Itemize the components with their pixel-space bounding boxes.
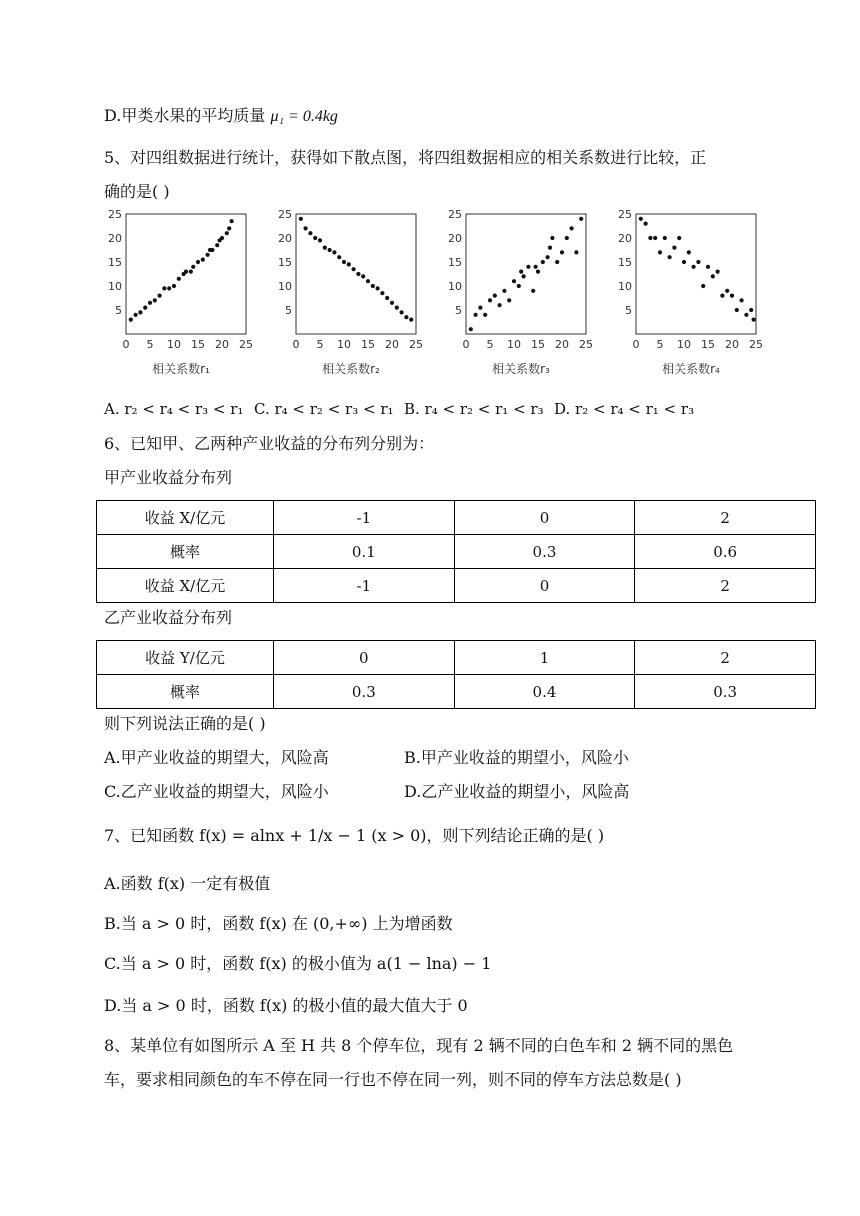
scatter-point [376, 286, 380, 290]
scatter-caption-4: 相关系数r₄ [662, 362, 720, 376]
table-cell: 2 [635, 641, 816, 675]
scatter-point [682, 260, 686, 264]
q7-stem: 7、已知函数 f(x) = alnx + 1/x − 1 (x > 0)，则下列结论正确的是( ) [104, 826, 605, 845]
scatter-point [668, 255, 672, 259]
scatter-point [740, 298, 744, 302]
scatter-point [546, 255, 550, 259]
scatter-svg-4 [614, 208, 768, 358]
scatter-point [720, 294, 724, 298]
y-tick-label: 25 [108, 208, 122, 221]
scatter-point [534, 265, 538, 269]
scatter-point [522, 274, 526, 278]
table-cell: 2 [635, 569, 816, 603]
scatter-point [507, 298, 511, 302]
scatter-point [210, 248, 214, 252]
scatter-point [526, 265, 530, 269]
scatter-caption-2: 相关系数r₂ [322, 362, 380, 376]
scatter-point [129, 318, 133, 322]
scatter-point [474, 313, 478, 317]
table-row [97, 501, 816, 535]
scatter-point [744, 313, 748, 317]
scatter-point [648, 236, 652, 240]
q5-option-b: B. r₄ < r₂ < r₁ < r₃ [404, 400, 544, 418]
scatter-point [749, 308, 753, 312]
y-tick-label: 10 [618, 280, 632, 293]
q5-stem-line2: 确的是( ) [104, 182, 170, 201]
scatter-svg-2 [274, 208, 428, 358]
x-tick-label: 5 [146, 338, 154, 351]
q6-stem: 6、已知甲、乙两种产业收益的分布列分别为： [104, 434, 435, 453]
scatter-point [167, 286, 171, 290]
x-tick-label: 0 [632, 338, 640, 351]
scatter-point [366, 279, 370, 283]
scatter-point [184, 270, 188, 274]
scatter-point [478, 306, 482, 310]
q4-option-d-math: μ₁ = 0.4kg [270, 108, 338, 125]
scatter-svg-1 [104, 208, 258, 358]
scatter-point [148, 301, 152, 305]
scatter-point [230, 219, 234, 223]
q7-option-a: A.函数 f(x) 一定有极值 [104, 874, 271, 893]
q7-option-c: C.当 a > 0 时，函数 f(x) 的极小值为 a(1 − lna) − 1 [104, 954, 492, 973]
q5-option-c: C. r₄ < r₂ < r₃ < r₁ [254, 400, 394, 418]
scatter-point [158, 294, 162, 298]
x-tick-label: 20 [385, 338, 399, 351]
q6-question: 则下列说法正确的是( ) [104, 714, 266, 733]
scatter-point [639, 217, 643, 221]
scatter-point [395, 306, 399, 310]
y-tick-label: 10 [108, 280, 122, 293]
scatter-point [390, 301, 394, 305]
table-cell: 0 [454, 569, 635, 603]
q6-option-a: A.甲产业收益的期望大，风险高 [104, 748, 329, 767]
scatter-point [189, 270, 193, 274]
scatter-point [548, 246, 552, 250]
scatter-point [555, 260, 559, 264]
q8-stem-line1: 8、某单位有如图所示 A 至 H 共 8 个停车位，现有 2 辆不同的白色车和 2 辆不同的黑色 [104, 1036, 734, 1055]
scatter-point [677, 236, 681, 240]
scatter-point [385, 296, 389, 300]
x-tick-label: 10 [507, 338, 521, 351]
scatter-point [138, 310, 142, 314]
x-tick-label: 10 [677, 338, 691, 351]
x-tick-label: 5 [486, 338, 494, 351]
scatter-point [318, 238, 322, 242]
scatter-point [517, 284, 521, 288]
table-cell: 0.3 [635, 675, 816, 709]
scatter-point [735, 308, 739, 312]
scatter-plot-1 [104, 208, 258, 383]
scatter-point [653, 236, 657, 240]
table-cell: -1 [274, 569, 455, 603]
x-tick-label: 25 [239, 338, 253, 351]
table-cell: 收益 Y/亿元 [97, 641, 274, 675]
scatter-point [579, 217, 583, 221]
scatter-point [337, 255, 341, 259]
y-tick-label: 25 [448, 208, 462, 221]
scatter-point [134, 313, 138, 317]
scatter-point [342, 260, 346, 264]
x-tick-label: 15 [361, 338, 375, 351]
scatter-point [502, 289, 506, 293]
x-tick-label: 20 [555, 338, 569, 351]
scatter-point [570, 226, 574, 230]
scatter-point [332, 250, 336, 254]
table-cell: 0.4 [454, 675, 635, 709]
plot-frame [296, 214, 416, 334]
scatter-point [323, 246, 327, 250]
y-tick-label: 25 [618, 208, 632, 221]
scatter-point [177, 277, 181, 281]
scatter-point [380, 291, 384, 295]
q4-option-d-text: D.甲类水果的平均质量 [104, 106, 271, 125]
x-tick-label: 25 [409, 338, 423, 351]
x-tick-label: 5 [656, 338, 664, 351]
table-row [97, 675, 816, 709]
scatter-point [409, 318, 413, 322]
scatter-point [488, 298, 492, 302]
scatter-point [672, 246, 676, 250]
table-cell: 1 [454, 641, 635, 675]
table-cell: -1 [274, 501, 455, 535]
scatter-point [347, 262, 351, 266]
table-cell: 0 [454, 501, 635, 535]
distribution-table-2 [96, 640, 816, 709]
scatter-point [692, 265, 696, 269]
plot-frame [636, 214, 756, 334]
y-tick-label: 10 [278, 280, 292, 293]
q6-option-b: B.甲产业收益的期望小，风险小 [404, 748, 629, 767]
table-cell: 0.1 [274, 535, 455, 569]
scatter-caption-1: 相关系数r₁ [152, 362, 210, 376]
y-tick-label: 20 [108, 232, 122, 245]
y-tick-label: 25 [278, 208, 292, 221]
scatter-point [162, 286, 166, 290]
scatter-point [706, 265, 710, 269]
scatter-point [143, 306, 147, 310]
scatter-point [371, 284, 375, 288]
scatter-point [531, 289, 535, 293]
scatter-point [227, 226, 231, 230]
q6-option-d: D.乙产业收益的期望小，风险高 [404, 782, 630, 801]
table-cell: 0 [274, 641, 455, 675]
scatter-point [299, 217, 303, 221]
scatter-point [541, 260, 545, 264]
y-tick-label: 5 [625, 304, 632, 317]
table-cell: 0.3 [454, 535, 635, 569]
scatter-point [711, 274, 715, 278]
scatter-point [361, 274, 365, 278]
q5-option-a: A. r₂ < r₄ < r₃ < r₁ [104, 400, 244, 418]
distribution-table-1 [96, 500, 816, 603]
x-tick-label: 0 [462, 338, 470, 351]
table-cell: 0.3 [274, 675, 455, 709]
x-tick-label: 0 [122, 338, 130, 351]
scatter-point [215, 243, 219, 247]
scatter-point [352, 267, 356, 271]
scatter-point [483, 313, 487, 317]
x-tick-label: 15 [191, 338, 205, 351]
scatter-point [512, 279, 516, 283]
y-tick-label: 5 [115, 304, 122, 317]
y-tick-label: 15 [448, 256, 462, 269]
scatter-point [644, 222, 648, 226]
scatter-caption-3: 相关系数r₃ [492, 362, 550, 376]
table1-title: 甲产业收益分布列 [104, 468, 233, 487]
x-tick-label: 20 [725, 338, 739, 351]
table-cell: 概率 [97, 535, 274, 569]
y-tick-label: 15 [618, 256, 632, 269]
scatter-point [663, 236, 667, 240]
scatter-point [220, 236, 224, 240]
scatter-point [560, 250, 564, 254]
scatter-point [519, 270, 523, 274]
table-cell: 概率 [97, 675, 274, 709]
table-cell: 收益 X/亿元 [97, 569, 274, 603]
scatter-point [687, 250, 691, 254]
scatter-point [201, 258, 205, 262]
y-tick-label: 20 [278, 232, 292, 245]
scatter-point [565, 236, 569, 240]
scatter-svg-3 [444, 208, 598, 358]
scatter-point [172, 284, 176, 288]
table-row [97, 641, 816, 675]
q8-stem-line2: 车，要求相同颜色的车不停在同一行也不停在同一列，则不同的停车方法总数是( ) [104, 1070, 682, 1089]
x-tick-label: 10 [167, 338, 181, 351]
scatter-plot-2 [274, 208, 428, 383]
x-tick-label: 20 [215, 338, 229, 351]
y-tick-label: 15 [108, 256, 122, 269]
x-tick-label: 5 [316, 338, 324, 351]
scatter-point [752, 318, 756, 322]
table-cell: 收益 X/亿元 [97, 501, 274, 535]
x-tick-label: 15 [531, 338, 545, 351]
scatter-point [696, 260, 700, 264]
y-tick-label: 15 [278, 256, 292, 269]
q7-option-d: D.当 a > 0 时，函数 f(x) 的极小值的最大值大于 0 [104, 996, 468, 1015]
scatter-point [725, 289, 729, 293]
scatter-point [404, 315, 408, 319]
scatter-point [574, 250, 578, 254]
scatter-point [153, 298, 157, 302]
scatter-point [716, 270, 720, 274]
y-tick-label: 10 [448, 280, 462, 293]
scatter-point [730, 294, 734, 298]
scatter-point [469, 327, 473, 331]
x-tick-label: 0 [292, 338, 300, 351]
table-cell: 0.6 [635, 535, 816, 569]
scatter-point [196, 260, 200, 264]
q6-option-c: C.乙产业收益的期望大，风险小 [104, 782, 329, 801]
scatter-point [658, 250, 662, 254]
scatter-point [498, 303, 502, 307]
y-tick-label: 20 [448, 232, 462, 245]
x-tick-label: 25 [749, 338, 763, 351]
scatter-point [206, 253, 210, 257]
q4-option-d [104, 106, 338, 127]
scatter-point [313, 236, 317, 240]
y-tick-label: 5 [285, 304, 292, 317]
scatter-point [701, 284, 705, 288]
x-tick-label: 10 [337, 338, 351, 351]
y-tick-label: 5 [455, 304, 462, 317]
scatter-point [191, 265, 195, 269]
x-tick-label: 15 [701, 338, 715, 351]
y-tick-label: 20 [618, 232, 632, 245]
table-row [97, 569, 816, 603]
table-row [97, 535, 816, 569]
x-tick-label: 25 [579, 338, 593, 351]
scatter-point [304, 226, 308, 230]
scatter-point [328, 248, 332, 252]
scatter-plot-4 [614, 208, 768, 383]
table2-title: 乙产业收益分布列 [104, 608, 233, 627]
scatter-point [356, 272, 360, 276]
scatter-plot-3 [444, 208, 598, 383]
scatter-point [493, 294, 497, 298]
q5-option-d: D. r₂ < r₄ < r₁ < r₃ [554, 400, 695, 418]
scatter-point [536, 270, 540, 274]
q5-stem-line1: 5、对四组数据进行统计，获得如下散点图，将四组数据相应的相关系数进行比较，正 [104, 148, 707, 167]
scatter-point [400, 310, 404, 314]
q7-option-b: B.当 a > 0 时，函数 f(x) 在 (0,+∞) 上为增函数 [104, 914, 453, 933]
scatter-point [225, 231, 229, 235]
scatter-point [308, 231, 312, 235]
table-cell: 2 [635, 501, 816, 535]
scatter-point [550, 236, 554, 240]
